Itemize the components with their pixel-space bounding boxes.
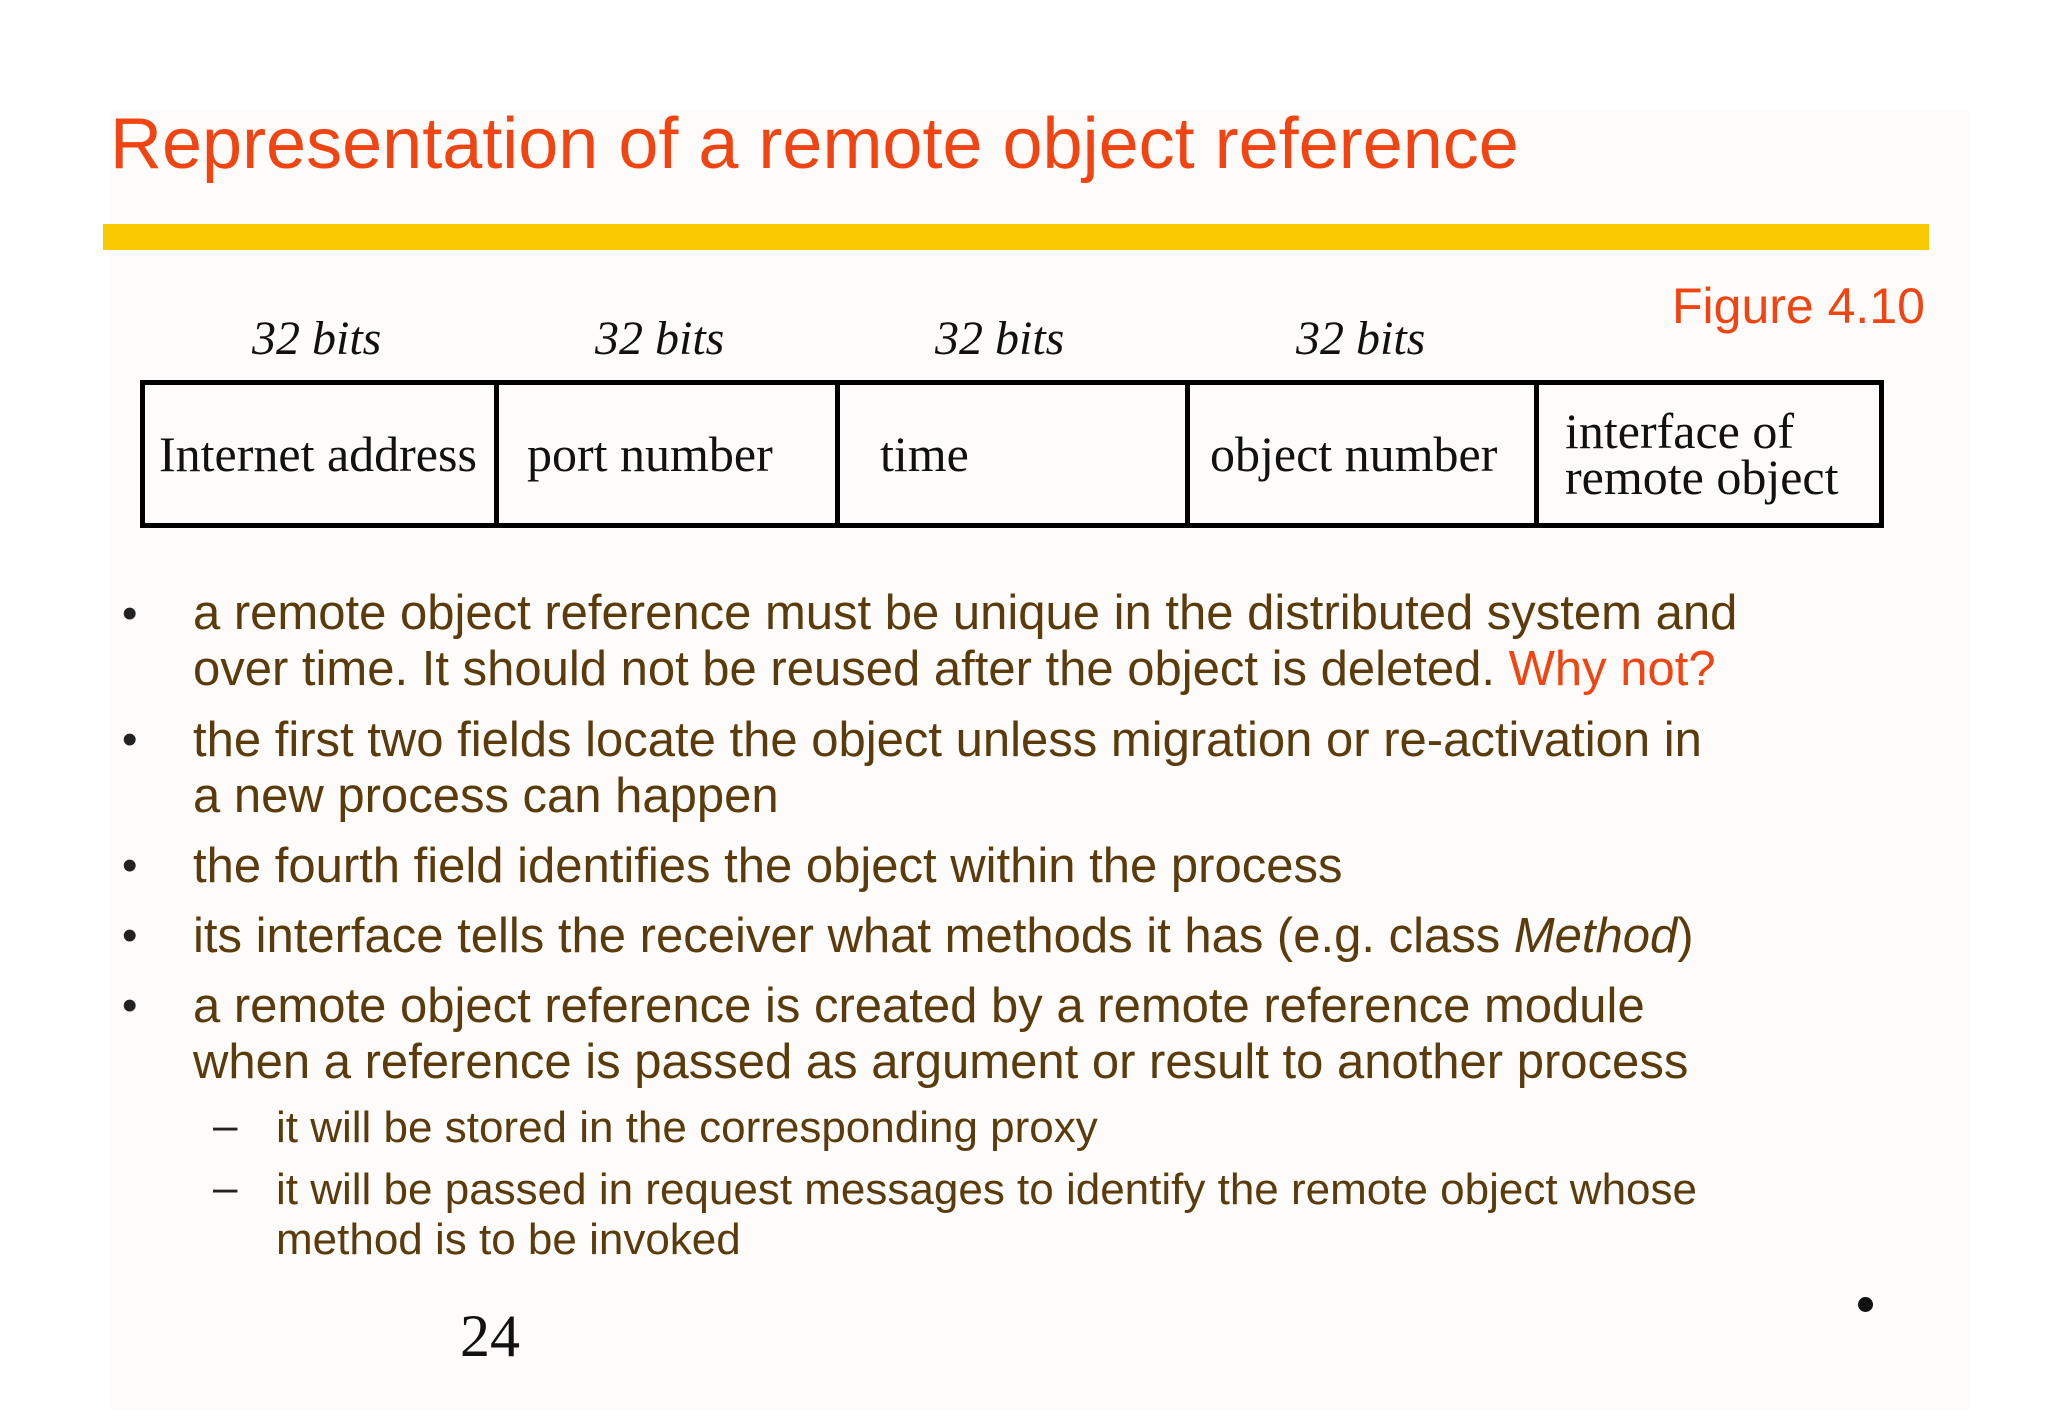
bit-label-1: 32 bits [252,312,382,365]
bit-label-4: 32 bits [1296,312,1426,365]
bullet-marker: • [122,911,138,960]
bullet-3-text: the fourth field identifies the object within the process [193,839,1343,893]
field-divider [494,385,499,523]
field-interface [1565,385,1875,523]
field-object-number: object number [1210,426,1498,482]
field-divider [1534,385,1539,523]
field-divider [1185,385,1190,523]
bullet-marker: • [122,841,138,890]
bit-label-3: 32 bits [935,312,1065,365]
method-class-name: Method [1513,909,1678,963]
sub-bullet-marker: – [213,1101,238,1150]
figure-label: Figure 4.10 [1672,278,1925,334]
why-not-emphasis: Why not? [1508,642,1716,696]
field-internet-address: Internet address [159,426,477,482]
bit-label-2: 32 bits [595,312,725,365]
bullet-marker: • [122,715,138,764]
bullet-5-line-1: a remote object reference is created by a remote reference module [193,979,1645,1033]
bullet-4-text: its interface tells the receiver what methods it has (e.g. class Method) [193,909,1694,963]
field-interface-line-1: interface of [1565,403,1795,459]
bullet-marker: • [122,589,138,638]
bullet-2-line-1: the first two fields locate the object unless migration or re-activation in [193,713,1702,767]
bullet-2-text [193,712,1702,824]
bullet-5-line-2: when a reference is passed as argument or result to another process [193,1035,1689,1089]
sub-bullet-1-text: it will be stored in the corresponding proxy [276,1103,1098,1152]
field-interface-line-2: remote object [1565,449,1839,505]
title-underline [103,224,1929,250]
bullet-1-text [193,585,1737,697]
slide-title: Representation of a remote object reference [110,104,1519,184]
field-divider [835,385,840,523]
field-time: time [880,426,969,482]
bullet-1-line-2: over time. It should not be reused after the object is deleted. Why not? [193,642,1716,696]
sub-bullet-2-text [276,1165,1697,1265]
sub-bullet-marker: – [213,1163,238,1212]
bullet-5-text [193,978,1688,1090]
sub-bullet-2-line-2: method is to be invoked [276,1215,741,1264]
bullet-2-line-2: a new process can happen [193,769,779,823]
bullet-marker: • [122,981,138,1030]
sub-bullet-2-line-1: it will be passed in request messages to identify the remote object whose [276,1165,1697,1214]
field-port-number: port number [527,426,773,482]
page-number: 24 [460,1303,520,1369]
remote-object-reference-table [140,380,1884,528]
bullet-1-line-1: a remote object reference must be unique in the distributed system and [193,586,1738,640]
corner-dot [1858,1297,1873,1312]
